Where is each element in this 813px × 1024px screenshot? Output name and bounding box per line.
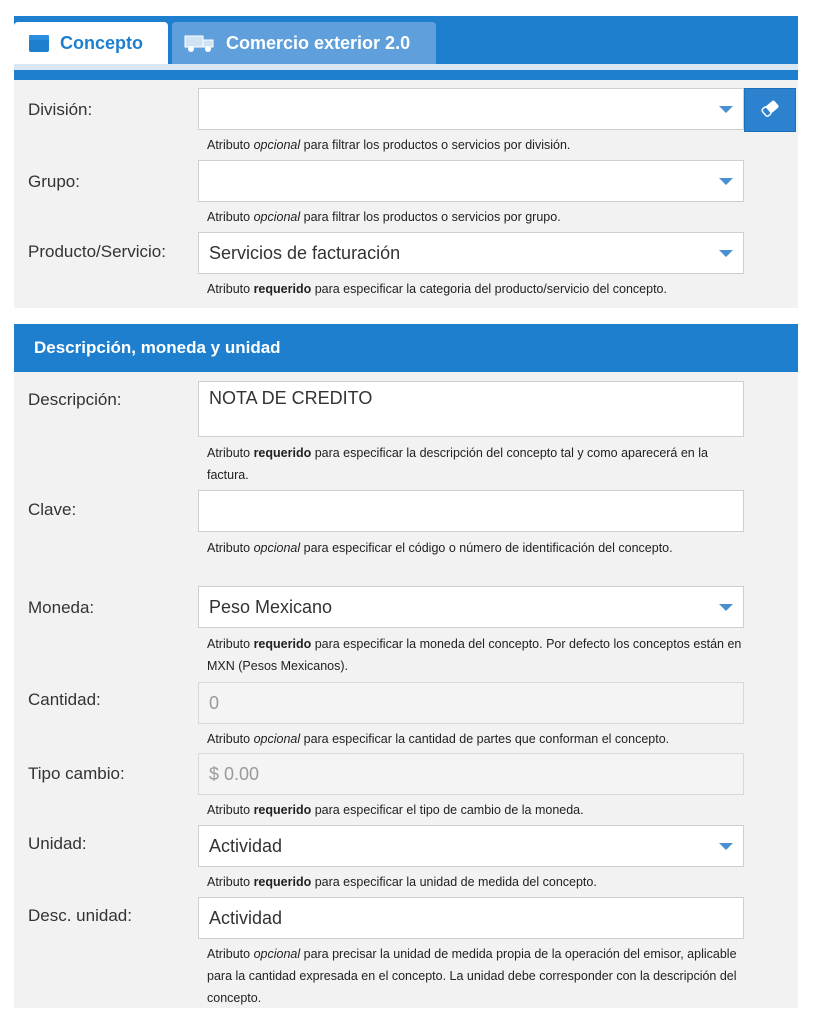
cantidad-input[interactable]: 0 bbox=[198, 682, 744, 724]
tab-concepto[interactable] bbox=[14, 22, 168, 64]
chevron-down-icon bbox=[719, 250, 733, 257]
clear-button[interactable] bbox=[744, 88, 796, 132]
unidad-label: Unidad: bbox=[28, 834, 87, 853]
unidad-help: Atributo requerido para especificar la unidad de medida del concepto. bbox=[207, 875, 597, 889]
descripcion-textarea[interactable]: NOTA DE CREDITO bbox=[198, 381, 744, 437]
tipo-cambio-input[interactable]: $ 0.00 bbox=[198, 753, 744, 795]
cantidad-label: Cantidad: bbox=[28, 690, 101, 709]
desc-unidad-label: Desc. unidad: bbox=[28, 906, 132, 925]
tab-comercio-exterior[interactable] bbox=[172, 22, 436, 64]
clave-help: Atributo opcional para especificar el código o número de identificación del concepto. bbox=[207, 541, 673, 555]
tab-divider bbox=[14, 64, 798, 70]
section-title: Descripción, moneda y unidad bbox=[14, 324, 798, 372]
producto-servicio-label: Producto/Servicio: bbox=[28, 242, 166, 261]
division-help: Atributo opcional para filtrar los productos o servicios por división. bbox=[207, 138, 571, 152]
chevron-down-icon bbox=[719, 843, 733, 850]
unidad-select[interactable]: Actividad bbox=[198, 825, 744, 867]
eraser-icon bbox=[758, 98, 782, 123]
cantidad-help: Atributo opcional para especificar la cantidad de partes que conforman el concepto. bbox=[207, 732, 670, 746]
desc-unidad-help: Atributo opcional para precisar la unidad de medida propia de la operación del emisor, aplicable para la cantidad expresada en el concepto. La unidad debe corresponder con la descripción del concepto. bbox=[207, 947, 737, 1005]
tipo-cambio-help: Atributo requerido para especificar el tipo de cambio de la moneda. bbox=[207, 803, 584, 817]
classification-panel bbox=[14, 80, 798, 308]
descripcion-help: Atributo requerido para especificar la descripción del concepto tal y como aparecerá en la factura. bbox=[207, 446, 708, 482]
chevron-down-icon bbox=[719, 178, 733, 185]
division-label: División: bbox=[28, 100, 93, 119]
grupo-label: Grupo: bbox=[28, 172, 80, 191]
chevron-down-icon bbox=[719, 604, 733, 611]
grupo-help: Atributo opcional para filtrar los productos o servicios por grupo. bbox=[207, 210, 561, 224]
box-icon bbox=[28, 33, 50, 53]
moneda-label: Moneda: bbox=[28, 598, 95, 617]
clave-label: Clave: bbox=[28, 500, 77, 519]
tab-bar bbox=[14, 16, 798, 80]
descripcion-label: Descripción: bbox=[28, 390, 122, 409]
moneda-select[interactable]: Peso Mexicano bbox=[198, 586, 744, 628]
truck-icon bbox=[184, 33, 216, 53]
tab-label: Concepto bbox=[60, 32, 143, 53]
grupo-select[interactable] bbox=[198, 160, 744, 202]
description-panel bbox=[14, 324, 798, 1008]
clave-input[interactable] bbox=[198, 490, 744, 532]
chevron-down-icon bbox=[719, 106, 733, 113]
producto-servicio-help: Atributo requerido para especificar la categoria del producto/servicio del concepto. bbox=[207, 282, 667, 296]
producto-servicio-select[interactable]: Servicios de facturación bbox=[198, 232, 744, 274]
moneda-help: Atributo requerido para especificar la moneda del concepto. Por defecto los conceptos están en MXN (Pesos Mexicanos). bbox=[207, 637, 742, 673]
division-select[interactable] bbox=[198, 88, 744, 130]
tab-label: Comercio exterior 2.0 bbox=[226, 32, 411, 53]
tipo-cambio-label: Tipo cambio: bbox=[28, 764, 125, 783]
desc-unidad-input[interactable]: Actividad bbox=[198, 897, 744, 939]
